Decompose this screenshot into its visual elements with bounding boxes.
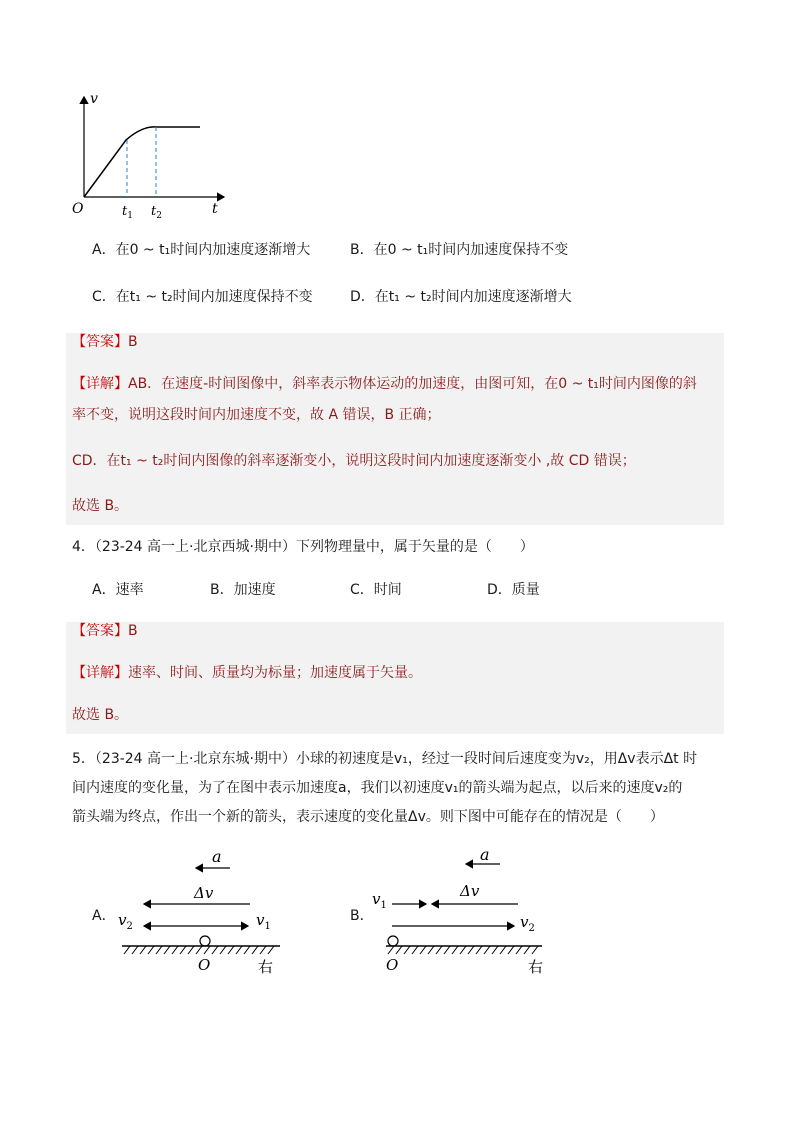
t1-label: $t_1$ [122,204,133,221]
fig-a-option-label[interactable]: A． [92,908,116,924]
fig-b-a-label: a [480,845,490,864]
fig-b-option-label[interactable]: B． [350,908,374,924]
q4-answer: 【答案】B [72,623,138,639]
v-axis-label: v [90,91,98,107]
fig-b-origin-label: O [386,956,399,974]
fig-b-ground-hatch [388,946,538,954]
q3-option-b[interactable]: B．在0 ~ t₁时间内加速度保持不变 [350,242,569,258]
q4-option-a[interactable]: A．速率 [92,582,144,598]
fig-a-delta-v-label: Δv [194,884,214,902]
q4-option-c[interactable]: C．时间 [350,582,402,598]
q4-conclusion: 故选 B。 [72,707,129,723]
q3-detail-line1: 【详解】AB．在速度-时间图像中，斜率表示物体运动的加速度，由图可知，在0 ~ t₁时间内图像的斜 [72,376,697,392]
q3-detail-line3: CD．在t₁ ~ t₂时间内图像的斜率逐渐变小，说明这段时间内加速度逐渐变小 ,故 CD 错误； [72,453,636,469]
q4-detail: 【详解】速率、时间、质量均为标量；加速度属于矢量。 [72,665,422,681]
q3-option-c[interactable]: C．在t₁ ~ t₂时间内加速度保持不变 [92,289,313,305]
q3-option-a[interactable]: A．在0 ~ t₁时间内加速度逐渐增大 [92,242,311,258]
t2-label: $t_2$ [151,204,162,221]
q3-answer-box [66,333,724,525]
figure-a [110,840,290,975]
fig-b-v1-label: $v_1$ [372,890,387,911]
fig-b-ball [388,936,398,946]
q4-stem: 4．（23-24 高一上·北京西城·期中）下列物理量中，属于矢量的是（ ） [72,539,534,555]
fig-a-ball [200,936,210,946]
q3-option-d[interactable]: D．在t₁ ~ t₂时间内加速度逐渐增大 [350,289,572,305]
q3-conclusion: 故选 B。 [72,498,129,514]
q3-detail-line2: 率不变，说明这段时间内加速度不变，故 A 错误，B 正确； [72,407,441,423]
figure-b [368,840,558,975]
q5-stem-line3: 箭头端为终点，作出一个新的箭头，表示速度的变化量Δv。则下图中可能存在的情况是（ ） [72,809,664,825]
velocity-time-graph [60,85,240,225]
vt-curve [84,127,200,197]
fig-a-v1-label: $v_1$ [256,911,271,932]
fig-a-a-label: a [212,847,222,866]
fig-b-delta-v-label: Δv [460,882,480,900]
fig-a-ground-hatch [124,946,274,954]
q5-stem-line1: 5．（23-24 高一上·北京东城·期中）小球的初速度是v₁，经过一段时间后速度变为v₂，用Δv表示Δt 时 [72,751,698,767]
q4-option-b[interactable]: B．加速度 [210,582,276,598]
q5-stem-line2: 间内速度的变化量，为了在图中表示加速度a，我们以初速度v₁的箭头端为起点，以后来的速度v₂的 [72,780,683,796]
t-axis-label: t [212,201,218,217]
fig-a-v2-label: $v_2$ [118,911,133,932]
q3-answer: 【答案】B [72,334,138,350]
fig-a-origin-label: O [198,956,211,974]
fig-b-right-label: 右 [528,958,544,975]
fig-a-right-label: 右 [258,958,274,975]
origin-label: O [72,201,84,217]
fig-b-v2-label: $v_2$ [520,913,535,934]
q4-option-d[interactable]: D．质量 [487,582,540,598]
